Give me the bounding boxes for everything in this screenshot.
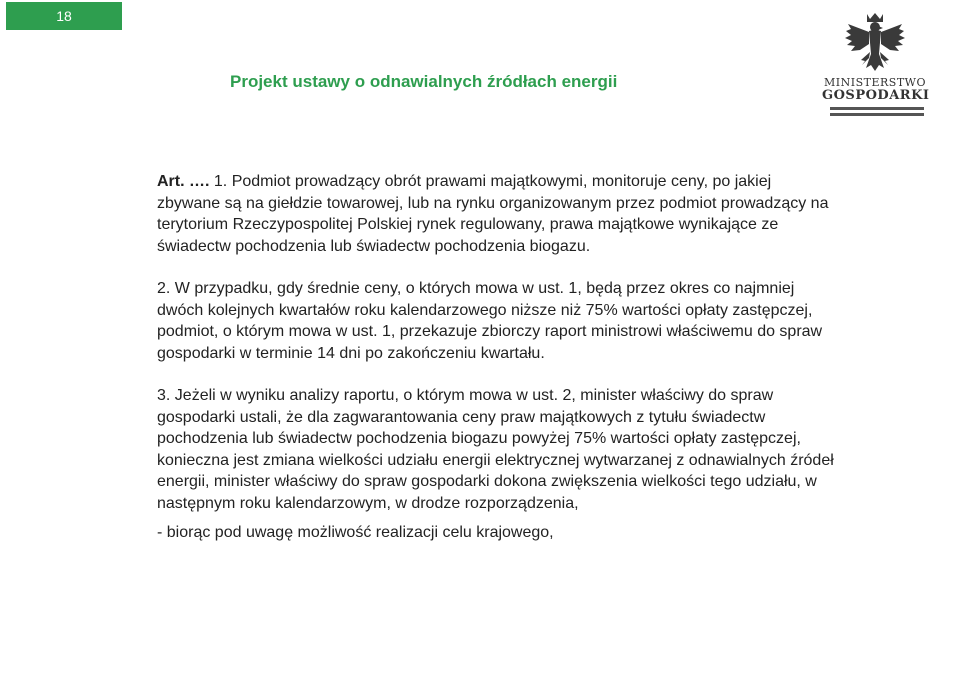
page-title: Projekt ustawy o odnawialnych źródłach energii <box>230 72 618 91</box>
page-number-badge <box>6 2 122 30</box>
paragraph-1-text: 1. Podmiot prowadzący obrót prawami majątkowymi, monitoruje ceny, po jakiej zbywane są na giełdzie towarowej, lub na rynku organizowanym przez podmiot prowadzący na terytorium Rzeczypospolitej Polskiej rynek regulowany, prawa majątkowe wynikające ze świadectw pochodzenia lub świadectw pochodzenia biogazu. <box>157 173 829 255</box>
logo-stripes <box>830 107 924 119</box>
ministry-logo <box>822 8 932 128</box>
logo-ministry-label: MINISTERSTWO <box>824 76 926 89</box>
paragraph-1 <box>157 171 837 257</box>
page-number: 18 <box>56 8 72 24</box>
article-label: Art. …. <box>157 173 210 190</box>
paragraph-2: 2. W przypadku, gdy średnie ceny, o których mowa w ust. 1, będą przez okres co najmniej dwóch kolejnych kwartałów roku kalendarzowego niższe niż 75% wartości opłaty zastępczej, podmiot, o którym mowa w ust. 1, przekazuje zbiorczy raport ministrowi właściwemu do spraw gospodarki w terminie 14 dni po zakończeniu kwartału. <box>157 280 823 362</box>
paragraph-4: - biorąc pod uwagę możliwość realizacji celu krajowego, <box>157 524 554 541</box>
logo-gospodarki-label: GOSPODARKI <box>822 88 930 103</box>
paragraph-3: 3. Jeżeli w wyniku analizy raportu, o którym mowa w ust. 2, minister właściwy do spraw gospodarki ustali, że dla zagwarantowania ceny praw majątkowych z tytułu świadectw pochodzenia lub świadectw pochodzenia biogazu powyżej 75% wartości opłaty zastępczej, konieczna jest zmiana wielkości udziału energii elektrycznej wytwarzanej z odnawialnych źródeł energii, minister właściwy do spraw gospodarki dokona zwiększenia wielkości tego udziału, w następnym roku kalendarzowym, w drodze rozporządzenia, <box>157 387 834 512</box>
eagle-emblem-icon <box>842 10 908 76</box>
article-body <box>157 171 837 544</box>
